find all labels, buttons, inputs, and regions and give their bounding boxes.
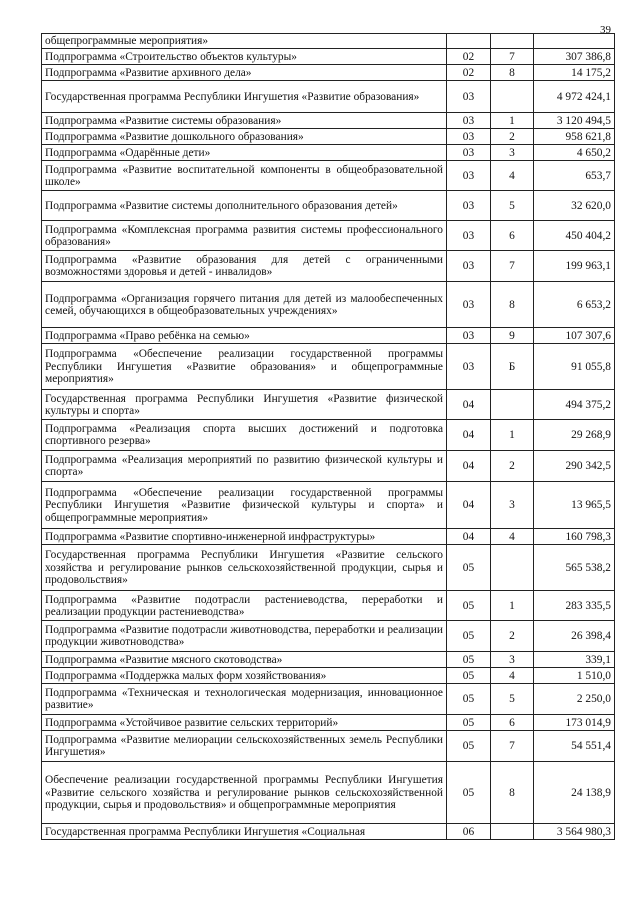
amount-cell: 1 510,0 <box>534 668 615 684</box>
amount-cell: 3 564 980,3 <box>534 824 615 840</box>
program-code-cell: 04 <box>447 451 491 482</box>
amount-cell: 4 972 424,1 <box>534 81 615 113</box>
program-name-cell: Подпрограмма «Организация горячего питания для детей из малообеспеченных семей, обучающихся в общеобразовательных учреждениях» <box>42 282 447 328</box>
amount-cell: 653,7 <box>534 161 615 191</box>
table-row <box>42 81 615 113</box>
subprogram-code-cell: 2 <box>491 621 534 652</box>
subprogram-code-cell: Б <box>491 344 534 390</box>
program-code-cell: 03 <box>447 282 491 328</box>
table-row <box>42 420 615 451</box>
program-name-cell: Подпрограмма «Техническая и технологическая модернизация, инновационное развитие» <box>42 684 447 715</box>
table-row <box>42 668 615 684</box>
table-row <box>42 65 615 81</box>
subprogram-code-cell: 6 <box>491 221 534 251</box>
program-code-cell: 05 <box>447 591 491 621</box>
table-row <box>42 129 615 145</box>
program-code-cell: 05 <box>447 652 491 668</box>
amount-cell: 307 386,8 <box>534 49 615 65</box>
amount-cell: 450 404,2 <box>534 221 615 251</box>
subprogram-code-cell: 1 <box>491 591 534 621</box>
program-code-cell: 05 <box>447 684 491 715</box>
program-code-cell: 04 <box>447 420 491 451</box>
amount-cell: 339,1 <box>534 652 615 668</box>
amount-cell: 3 120 494,5 <box>534 113 615 129</box>
budget-table <box>41 33 615 840</box>
program-name-cell: Подпрограмма «Развитие образования для детей с ограниченными возможностями здоровья и детей - инвалидов» <box>42 251 447 282</box>
subprogram-code-cell: 5 <box>491 191 534 221</box>
amount-cell <box>534 34 615 49</box>
table-row <box>42 652 615 668</box>
program-code-cell: 03 <box>447 251 491 282</box>
subprogram-code-cell <box>491 390 534 420</box>
program-name-cell: Подпрограмма «Развитие воспитательной компоненты в общеобразовательной школе» <box>42 161 447 191</box>
table-row <box>42 591 615 621</box>
program-name-cell: Подпрограмма «Развитие подотрасли растениеводства, переработки и реализации продукции растениеводства» <box>42 591 447 621</box>
table-row <box>42 145 615 161</box>
subprogram-code-cell: 7 <box>491 49 534 65</box>
program-name-cell: Подпрограмма «Развитие системы образования» <box>42 113 447 129</box>
amount-cell: 6 653,2 <box>534 282 615 328</box>
program-name-cell: общепрограммные мероприятия» <box>42 34 447 49</box>
program-name-cell: Подпрограмма «Строительство объектов культуры» <box>42 49 447 65</box>
table-row <box>42 282 615 328</box>
program-name-cell: Обеспечение реализации государственной программы Республики Ингушетия «Развитие сельского хозяйства и регулирование рынков сельскохозяйственной продукции, сырья и продовольствия» и общепрограммные мероприятия <box>42 762 447 824</box>
program-name-cell: Подпрограмма «Поддержка малых форм хозяйствования» <box>42 668 447 684</box>
program-code-cell: 05 <box>447 668 491 684</box>
amount-cell: 199 963,1 <box>534 251 615 282</box>
program-name-cell: Подпрограмма «Реализация мероприятий по развитию физической культуры и спорта» <box>42 451 447 482</box>
program-code-cell <box>447 34 491 49</box>
program-code-cell: 05 <box>447 762 491 824</box>
table-row <box>42 715 615 731</box>
amount-cell: 54 551,4 <box>534 731 615 762</box>
amount-cell: 290 342,5 <box>534 451 615 482</box>
table-row <box>42 684 615 715</box>
program-code-cell: 03 <box>447 113 491 129</box>
program-code-cell: 02 <box>447 49 491 65</box>
table-row <box>42 113 615 129</box>
table-row <box>42 824 615 840</box>
subprogram-code-cell: 2 <box>491 129 534 145</box>
table-row <box>42 545 615 591</box>
subprogram-code-cell: 8 <box>491 282 534 328</box>
table-row <box>42 621 615 652</box>
table-row <box>42 762 615 824</box>
subprogram-code-cell <box>491 34 534 49</box>
subprogram-code-cell: 4 <box>491 161 534 191</box>
program-name-cell: Подпрограмма «Развитие мелиорации сельскохозяйственных земель Республики Ингушетия» <box>42 731 447 762</box>
program-name-cell: Подпрограмма «Развитие мясного скотоводства» <box>42 652 447 668</box>
subprogram-code-cell <box>491 824 534 840</box>
program-code-cell: 05 <box>447 545 491 591</box>
table-row <box>42 328 615 344</box>
program-name-cell: Государственная программа Республики Ингушетия «Социальная <box>42 824 447 840</box>
program-name-cell: Подпрограмма «Развитие спортивно-инженерной инфраструктуры» <box>42 529 447 545</box>
subprogram-code-cell: 8 <box>491 65 534 81</box>
table-row <box>42 344 615 390</box>
table-row <box>42 191 615 221</box>
program-code-cell: 03 <box>447 328 491 344</box>
amount-cell: 494 375,2 <box>534 390 615 420</box>
table-row <box>42 34 615 49</box>
amount-cell: 283 335,5 <box>534 591 615 621</box>
subprogram-code-cell: 2 <box>491 451 534 482</box>
program-code-cell: 03 <box>447 129 491 145</box>
amount-cell: 4 650,2 <box>534 145 615 161</box>
program-name-cell: Подпрограмма «Обеспечение реализации государственной программы Республики Ингушетия «Развитие физической культуры и спорта» и общепрограммные мероприятия» <box>42 482 447 529</box>
amount-cell: 958 621,8 <box>534 129 615 145</box>
amount-cell: 565 538,2 <box>534 545 615 591</box>
subprogram-code-cell: 3 <box>491 652 534 668</box>
subprogram-code-cell: 8 <box>491 762 534 824</box>
amount-cell: 29 268,9 <box>534 420 615 451</box>
subprogram-code-cell: 4 <box>491 529 534 545</box>
amount-cell: 14 175,2 <box>534 65 615 81</box>
subprogram-code-cell <box>491 545 534 591</box>
subprogram-code-cell: 5 <box>491 684 534 715</box>
program-code-cell: 03 <box>447 145 491 161</box>
program-code-cell: 06 <box>447 824 491 840</box>
subprogram-code-cell: 9 <box>491 328 534 344</box>
program-code-cell: 03 <box>447 161 491 191</box>
subprogram-code-cell: 3 <box>491 482 534 529</box>
program-name-cell: Подпрограмма «Развитие архивного дела» <box>42 65 447 81</box>
table-row <box>42 451 615 482</box>
table-row <box>42 529 615 545</box>
amount-cell: 13 965,5 <box>534 482 615 529</box>
table-row <box>42 731 615 762</box>
program-code-cell: 03 <box>447 81 491 113</box>
program-code-cell: 03 <box>447 221 491 251</box>
subprogram-code-cell: 1 <box>491 113 534 129</box>
subprogram-code-cell: 7 <box>491 251 534 282</box>
program-name-cell: Подпрограмма «Обеспечение реализации государственной программы Республики Ингушетия «Развитие образования» и общепрограммные мероприятия» <box>42 344 447 390</box>
table-row <box>42 390 615 420</box>
program-name-cell: Подпрограмма «Комплексная программа развития системы профессионального образования» <box>42 221 447 251</box>
amount-cell: 24 138,9 <box>534 762 615 824</box>
amount-cell: 26 398,4 <box>534 621 615 652</box>
program-name-cell: Государственная программа Республики Ингушетия «Развитие образования» <box>42 81 447 113</box>
subprogram-code-cell: 7 <box>491 731 534 762</box>
program-code-cell: 04 <box>447 482 491 529</box>
amount-cell: 173 014,9 <box>534 715 615 731</box>
program-code-cell: 05 <box>447 731 491 762</box>
program-code-cell: 03 <box>447 344 491 390</box>
table-body <box>42 34 615 840</box>
table-row <box>42 49 615 65</box>
program-code-cell: 04 <box>447 529 491 545</box>
amount-cell: 91 055,8 <box>534 344 615 390</box>
page-number: 39 <box>600 24 611 36</box>
subprogram-code-cell <box>491 81 534 113</box>
program-name-cell: Государственная программа Республики Ингушетия «Развитие сельского хозяйства и регулирование рынков сельскохозяйственной продукции, сырья и продовольствия» <box>42 545 447 591</box>
program-code-cell: 05 <box>447 621 491 652</box>
subprogram-code-cell: 3 <box>491 145 534 161</box>
program-code-cell: 04 <box>447 390 491 420</box>
program-name-cell: Подпрограмма «Развитие системы дополнительного образования детей» <box>42 191 447 221</box>
program-code-cell: 03 <box>447 191 491 221</box>
program-name-cell: Подпрограмма «Право ребёнка на семью» <box>42 328 447 344</box>
program-name-cell: Подпрограмма «Развитие дошкольного образования» <box>42 129 447 145</box>
amount-cell: 160 798,3 <box>534 529 615 545</box>
subprogram-code-cell: 1 <box>491 420 534 451</box>
table-row <box>42 482 615 529</box>
amount-cell: 107 307,6 <box>534 328 615 344</box>
program-name-cell: Подпрограмма «Реализация спорта высших достижений и подготовка спортивного резерва» <box>42 420 447 451</box>
table-row <box>42 221 615 251</box>
program-name-cell: Подпрограмма «Одарённые дети» <box>42 145 447 161</box>
program-name-cell: Подпрограмма «Устойчивое развитие сельских территорий» <box>42 715 447 731</box>
amount-cell: 32 620,0 <box>534 191 615 221</box>
program-code-cell: 05 <box>447 715 491 731</box>
program-code-cell: 02 <box>447 65 491 81</box>
amount-cell: 2 250,0 <box>534 684 615 715</box>
table-row <box>42 161 615 191</box>
table-row <box>42 251 615 282</box>
program-name-cell: Государственная программа Республики Ингушетия «Развитие физической культуры и спорта» <box>42 390 447 420</box>
subprogram-code-cell: 4 <box>491 668 534 684</box>
subprogram-code-cell: 6 <box>491 715 534 731</box>
program-name-cell: Подпрограмма «Развитие подотрасли животноводства, переработки и реализации продукции животноводства» <box>42 621 447 652</box>
